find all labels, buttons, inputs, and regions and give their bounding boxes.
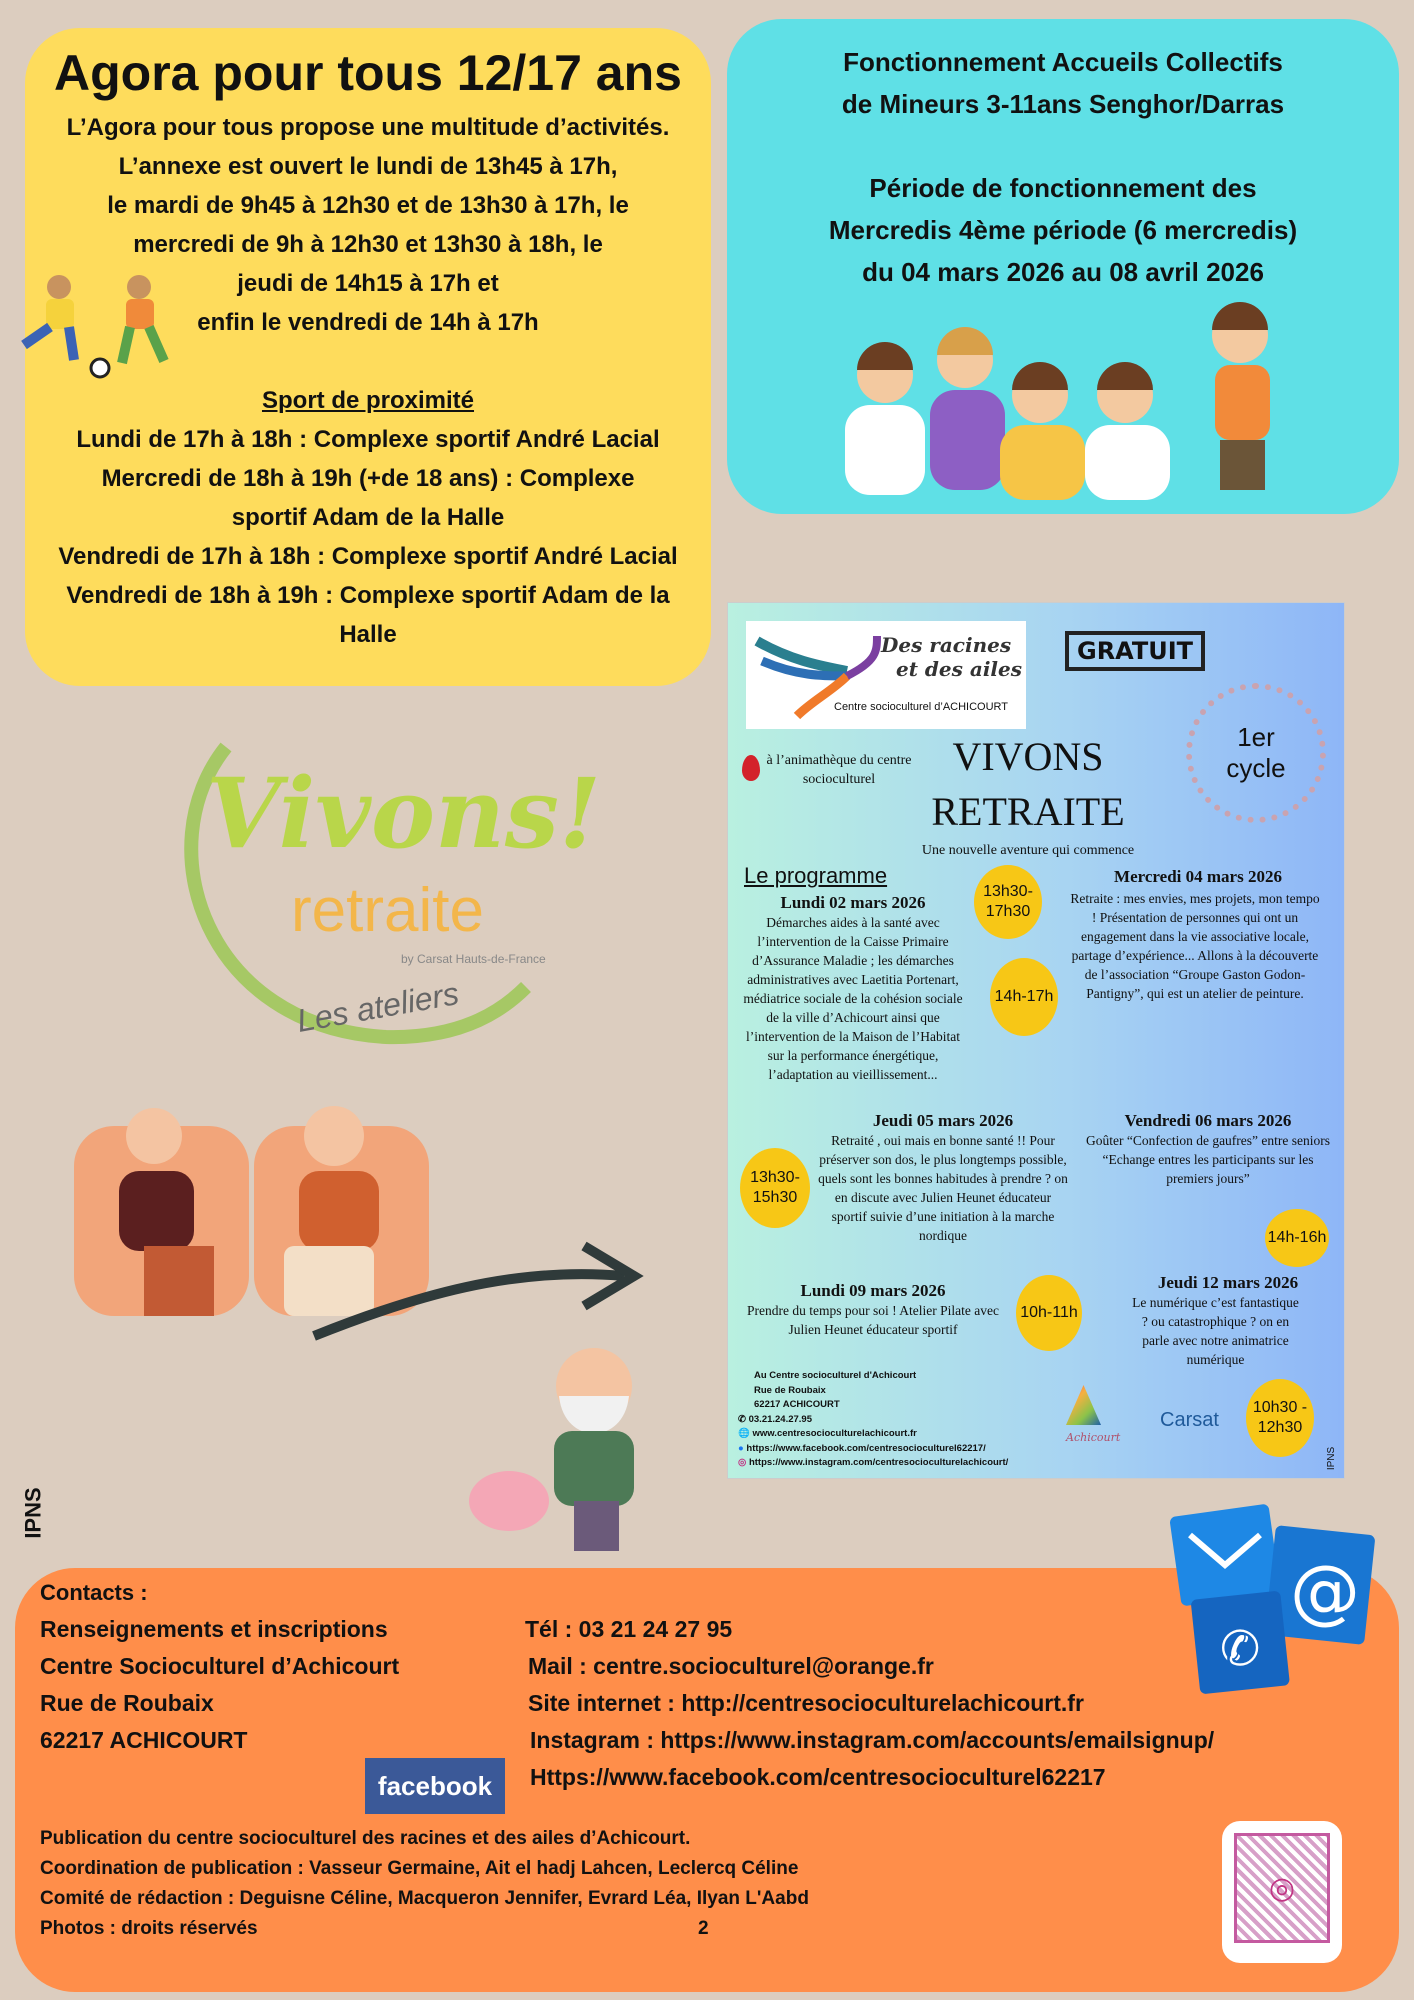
website-link[interactable]: Site internet : http://centresocioculturelachicourt.fr xyxy=(528,1690,1084,1716)
event-time: 10h30 - 12h30 xyxy=(1246,1379,1314,1457)
event-text: Le numérique c’est fantastique ? ou catastrophique ? on en parle avec notre animatrice numérique xyxy=(1132,1295,1299,1367)
page-number: 2 xyxy=(698,1918,709,1939)
flyer-title-2: RETRAITE xyxy=(931,789,1125,834)
racines-ailes-logo xyxy=(746,621,1026,729)
text-line: L’annexe est ouvert le lundi de 13h45 à 17h, xyxy=(118,153,618,180)
event-text: Prendre du temps pour soi ! Atelier Pilate avec Julien Heunet éducateur sportif xyxy=(747,1303,999,1337)
elderly-couple-illustration xyxy=(64,1096,676,1556)
address-line: Au Centre socioculturel d'Achicourt xyxy=(754,1370,917,1381)
text-line: Période de fonctionnement des xyxy=(869,173,1257,203)
carsat-logo: Carsat xyxy=(1160,1409,1219,1431)
event-time: 13h30-17h30 xyxy=(974,865,1042,939)
phone-icon: ✆ xyxy=(738,1413,746,1425)
text-line: Vendredi de 17h à 18h : Complexe sportif André Lacial xyxy=(58,543,678,570)
programme-heading: Le programme xyxy=(744,863,888,888)
vivons-retraite-logo xyxy=(166,727,612,1058)
text-line: Fonctionnement Accueils Collectifs xyxy=(843,47,1283,77)
text-line: Mercredis 4ème période (6 mercredis) xyxy=(828,215,1298,245)
contact-icons-illustration xyxy=(1165,1490,1380,1705)
facebook-icon: ● xyxy=(738,1442,744,1454)
text-line: Vendredi de 18h à 19h : Complexe sportif Adam de la xyxy=(66,582,670,609)
email-link[interactable]: Mail : centre.socioculturel@orange.fr xyxy=(528,1653,934,1679)
website-link[interactable]: www.centresocioculturelachicourt.fr xyxy=(752,1428,917,1439)
logo-by: by Carsat Hauts-de-France xyxy=(401,952,546,966)
text-line: sportif Adam de la Halle xyxy=(231,504,505,531)
event-time: 10h-11h xyxy=(1016,1275,1082,1351)
contact-line: Centre Socioculturel d’Achicourt xyxy=(40,1653,400,1679)
contact-line: Rue de Roubaix xyxy=(40,1690,214,1716)
event-time: 14h-17h xyxy=(990,958,1058,1036)
event-date: Jeudi 05 mars 2026 xyxy=(872,1111,1014,1130)
globe-icon: 🌐 xyxy=(738,1428,750,1439)
logo-ateliers: Les ateliers xyxy=(294,975,462,1039)
sport-title: Sport de proximité xyxy=(261,387,475,414)
event-date: Lundi 02 mars 2026 xyxy=(780,893,926,912)
credit-line: Publication du centre socioculturel des racines et des ailes d’Achicourt. xyxy=(40,1828,691,1849)
flyer-title-1: VIVONS xyxy=(952,734,1104,779)
instagram-icon: ◎ xyxy=(1234,1833,1330,1943)
event-date: Vendredi 06 mars 2026 xyxy=(1124,1111,1292,1130)
ipns-label: IPNS xyxy=(20,1487,46,1539)
instagram-icon: ◎ xyxy=(738,1457,747,1468)
event-text: Goûter “Confection de gaufres” entre seniors “Echange entres les participants sur les premiers jours” xyxy=(1085,1133,1331,1186)
event-date: Mercredi 04 mars 2026 xyxy=(1114,867,1282,886)
agora-title: Agora pour tous 12/17 ans xyxy=(54,45,682,101)
text-line: du 04 mars 2026 au 08 avril 2026 xyxy=(862,257,1264,287)
phone-icon: ✆ xyxy=(1220,1621,1261,1677)
children-group-illustration xyxy=(840,300,1290,510)
credit-line: Coordination de publication : Vasseur Germaine, Ait el hadj Lahcen, Leclercq Céline xyxy=(40,1858,799,1879)
text-line: le mardi de 9h45 à 12h30 et de 13h30 à 17h, le xyxy=(107,192,629,219)
cycle-wreath: 1er cycle xyxy=(1186,683,1326,823)
tagline: Une nouvelle aventure qui commence xyxy=(921,843,1135,858)
logo-sub: Centre socioculturel d’ACHICOURT xyxy=(834,701,1009,713)
vivons-retraite-flyer xyxy=(727,602,1345,1479)
achicourt-logo: Achicourt xyxy=(1066,1431,1121,1444)
phone: 03.21.24.27.95 xyxy=(748,1413,813,1425)
contact-line: 62217 ACHICOURT xyxy=(40,1727,248,1753)
flyer-ipns: IPNS xyxy=(1326,1446,1338,1471)
instagram-qr-code[interactable] xyxy=(1222,1821,1342,1963)
location-pin-icon xyxy=(742,755,760,781)
text-line: de Mineurs 3-11ans Senghor/Darras xyxy=(841,89,1285,119)
logo-sub: retraite xyxy=(291,876,484,945)
credit-line: Comité de rédaction : Deguisne Céline, Macqueron Jennifer, Evrard Léa, Ilyan L'Aabd xyxy=(40,1888,809,1909)
location-text: à l’animathèque du centre socioculturel xyxy=(766,753,912,787)
event-text: Retraite : mes envies, mes projets, mon tempo ! Présentation de personnes qui ont un engagement dans la vie associative locale, partage d’expérience... Allons à la découverte de l’association “Groupe Gaston Godon-Pantigny”, qui est un atelier de peinture. xyxy=(1070,891,1320,1001)
event-time: 13h30-15h30 xyxy=(740,1148,810,1228)
event-text: Démarches aides à la santé avec l’intervention de la Caisse Primaire d’Assurance Maladie ; les démarches administratives avec Laetitia Portenart, médiatrice sociale de la cohésion sociale de la ville d’Achicourt ainsi que l’intervention de la Maison de l’Habitat sur la performance énergétique, l’adaptation au vieillissement... xyxy=(743,915,963,1082)
kids-football-illustration xyxy=(14,265,189,380)
text-line: mercredi de 9h à 12h30 et 13h30 à 18h, le xyxy=(133,231,603,258)
flyer-contact xyxy=(738,1369,1008,1471)
text-line: Lundi de 17h à 18h : Complexe sportif André Lacial xyxy=(76,426,660,453)
facebook-link[interactable]: https://www.facebook.com/centresocioculturel62217/ xyxy=(746,1442,986,1454)
text-line: Mercredi de 18h à 19h (+de 18 ans) : Complexe xyxy=(101,465,635,492)
credit-line: Photos : droits réservés xyxy=(40,1918,258,1939)
event-date: Lundi 09 mars 2026 xyxy=(800,1281,946,1300)
address-line: Rue de Roubaix xyxy=(754,1384,826,1396)
instagram-link[interactable]: https://www.instagram.com/centresocioculturelachicourt/ xyxy=(748,1457,1009,1468)
facebook-logo[interactable]: facebook xyxy=(365,1758,505,1814)
event-text: Retraité , oui mais en bonne santé !! Pour préserver son dos, le plus longtemps possible, quels sont les bonnes habitudes à prendre ? on en discute avec Julien Heunet éducateur sportif suivie d’une initiation à la marche nordique xyxy=(818,1133,1068,1243)
phone-line: Tél : 03 21 24 27 95 xyxy=(525,1616,733,1642)
address-line: 62217 ACHICOURT xyxy=(754,1399,840,1410)
event-date: Jeudi 12 mars 2026 xyxy=(1157,1273,1299,1292)
spacer xyxy=(727,125,1399,167)
text-line: L’Agora pour tous propose une multitude d’activités. xyxy=(66,114,670,141)
at-icon: @ xyxy=(1290,1550,1360,1632)
logo-word: Vivons! xyxy=(206,757,602,870)
event-time: 14h-16h xyxy=(1265,1209,1329,1267)
text-line: jeudi de 14h15 à 17h et xyxy=(237,270,499,297)
achicourt-logo-icon xyxy=(1066,1385,1101,1425)
text-line: enfin le vendredi de 14h à 17h xyxy=(197,309,539,336)
contacts-title: Contacts : xyxy=(40,1580,148,1605)
gratuit-badge: GRATUIT xyxy=(1065,631,1205,671)
logo-line1: Des racines xyxy=(881,633,1012,657)
contact-line: Renseignements et inscriptions xyxy=(40,1616,388,1642)
facebook-link[interactable]: Https://www.facebook.com/centresocioculturel62217 xyxy=(530,1764,1106,1790)
text-line: Halle xyxy=(339,621,397,648)
instagram-link[interactable]: Instagram : https://www.instagram.com/accounts/emailsignup/ xyxy=(530,1727,1215,1753)
logo-line2: et des ailes xyxy=(896,657,1022,681)
